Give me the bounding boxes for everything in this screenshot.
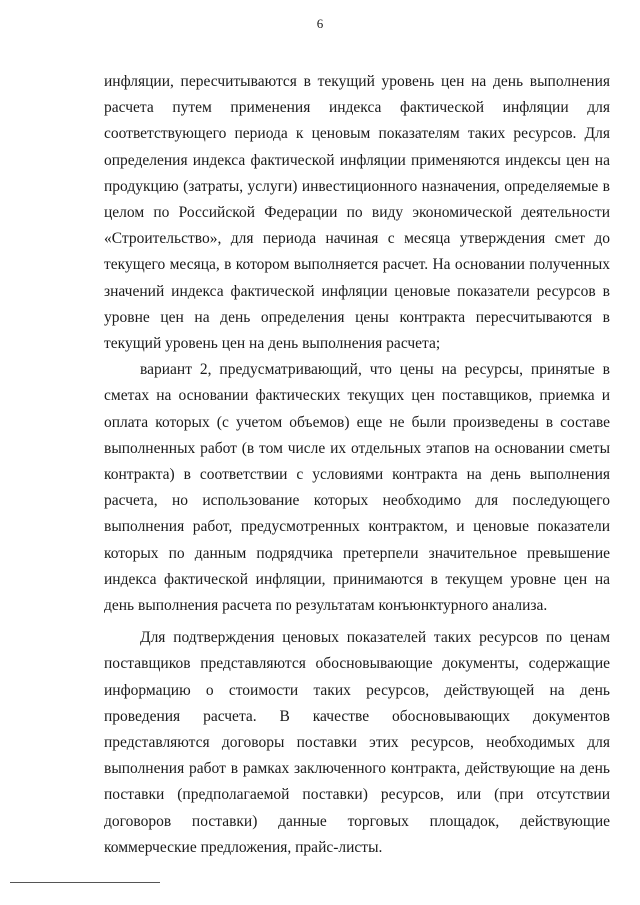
document-body bbox=[104, 69, 610, 861]
paragraph-variant-2: вариант 2, предусматривающий, что цены на ресурсы, принятые в сметах на основании фактических текущих цен поставщиков, приемка и оплата которых (с учетом объемов) еще не были произведены в составе выполненных работ (в том числе их отдельных этапов на основании сметы контракта) в соответствии с условиями контракта на день выполнения расчета, но использование которых необходимо для последующего выполнения работ, предусмотренных контрактом, и ценовые показатели которых по данным подрядчика претерпели значительное превышение индекса фактической инфляции, принимаются в текущем уровне цен на день выполнения расчета по результатам конъюнктурного анализа. bbox=[104, 361, 610, 615]
paragraph-continuation: инфляции, пересчитываются в текущий уровень цен на день выполнения расчета путем применения индекса фактической инфляции для соответствующего периода к ценовым показателям таких ресурсов. Для определения индекса фактической инфляции применяются индексы цен на продукцию (затраты, услуги) инвестиционного назначения, определяемые в целом по Российской Федерации по виду экономической деятельности «Строительство», для периода начиная с месяца утверждения смет до текущего месяца, в котором выполняется расчет. На основании полученных значений индекса фактической инфляции ценовые показатели ресурсов в уровне цен на день определения цены контракта пересчитываются в текущий уровень цен на день выполнения расчета; bbox=[104, 73, 610, 353]
paragraph-supporting-documents: Для подтверждения ценовых показателей таких ресурсов по ценам поставщиков представляются обосновывающие документы, содержащие информацию о стоимости таких ресурсов, действующей на день проведения расчета. В качестве обосновывающих документов представляются договоры поставки этих ресурсов, необходимых для выполнения работ в рамках заключенного контракта, действующие на день поставки (предполагаемой поставки) ресурсов, или (при отсутствии договоров поставки) данные торговых площадок, действующие коммерческие предложения, прайс-листы. bbox=[104, 629, 610, 856]
footer-rule bbox=[10, 882, 160, 883]
page-number: 6 bbox=[316, 16, 324, 31]
